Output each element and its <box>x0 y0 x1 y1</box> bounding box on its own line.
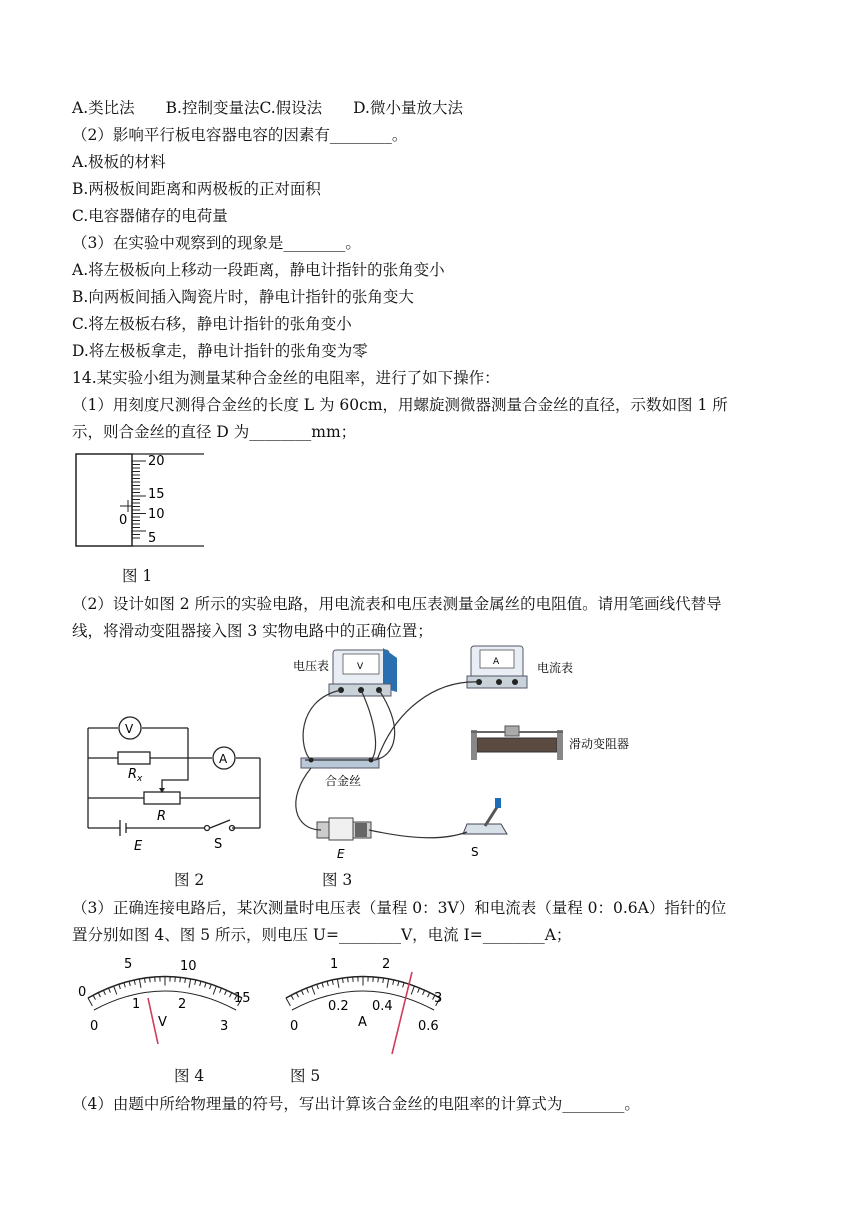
dial-tick <box>383 978 384 983</box>
dial-tick <box>337 979 339 988</box>
dial-tick <box>291 995 293 999</box>
switch-device <box>463 798 507 834</box>
fig5-inner-0-6: 0.6 <box>418 1019 439 1034</box>
question-14-part1-a: （1）用刻度尺测得合金丝的长度 L 为 60cm，用螺旋测微器测量合金丝的直径，示数如图 1 所 <box>72 396 728 414</box>
dial-tick <box>387 979 389 988</box>
dial-tick <box>393 980 394 985</box>
fig5-inner-0: 0 <box>290 1019 299 1034</box>
fig3-voltmeter-label: 电压表 <box>293 659 330 673</box>
question-14-title: 14.某实验小组为测量某种合金丝的电阻率，进行了如下操作： <box>72 369 500 387</box>
dial-tick <box>129 981 130 986</box>
figure-1-micrometer <box>70 450 210 554</box>
fig4-inner-2: 2 <box>178 997 187 1012</box>
dial-tick <box>180 977 181 982</box>
dial-tick <box>342 978 343 983</box>
dial-tick <box>428 993 430 998</box>
fig1-tick-20: 20 <box>148 454 165 469</box>
dial-tick <box>301 990 303 995</box>
question-3-stem: （3）在实验中观察到的现象是________。 <box>72 234 361 252</box>
dial-tick <box>225 990 227 995</box>
dial-tick <box>98 993 100 998</box>
question-14-part3-b: 置分别如图 4、图 5 所示，则电压 U=________V，电流 I=________A； <box>72 926 572 944</box>
question-14-part3-a: （3）正确连接电路后，某次测量时电压表（量程 0：3V）和电流表（量程 0：0.6A）指针的位 <box>72 899 727 917</box>
fig5-outer-3: 3 <box>434 991 443 1006</box>
dial-tick <box>134 980 135 985</box>
fig3-ammeter-label: 电流表 <box>537 661 574 675</box>
rheostat-device <box>471 726 563 760</box>
fig1-zero: 0 <box>119 513 128 528</box>
dial-tick <box>312 986 315 994</box>
question-14-part1-b: 示，则合金丝的直径 D 为________mm； <box>72 423 357 441</box>
dial-tick <box>150 977 151 982</box>
dial-tick <box>332 980 333 985</box>
dial-tick <box>210 984 212 989</box>
fig4-inner-0: 0 <box>90 1019 99 1034</box>
dial-tick <box>286 998 290 1006</box>
question-14-part4: （4）由题中所给物理量的符号，写出计算该合金丝的电阻率的计算式为________。 <box>72 1095 640 1113</box>
fig4-inner-3: 3 <box>220 1019 229 1034</box>
dial-tick <box>296 993 298 998</box>
figure-4-voltmeter-dial <box>70 950 260 1050</box>
fig4-outer-5: 5 <box>124 957 133 972</box>
figure-2-circuit <box>80 710 270 860</box>
dial-tick <box>189 979 191 988</box>
dial-tick <box>205 983 206 988</box>
fig4-outer-15: 15 <box>234 991 251 1006</box>
fig1-tick-10: 10 <box>148 507 165 522</box>
dial-tick <box>230 993 232 998</box>
fig5-outer-2: 2 <box>382 957 391 972</box>
figure-5-ammeter-dial <box>270 950 460 1060</box>
alloy-wire-board <box>301 758 379 769</box>
dial-tick <box>327 981 328 986</box>
fig5-inner-0-2: 0.2 <box>328 999 349 1014</box>
fig1-tick-15: 15 <box>148 487 165 502</box>
dial-tick <box>185 978 186 983</box>
dial-tick <box>213 986 216 994</box>
dial-tick <box>119 984 121 989</box>
figure-4-caption: 图 4 <box>174 1067 205 1085</box>
option-a-material: A.极板的材料 <box>72 153 166 171</box>
fig2-rx-label: $R_x$ <box>128 767 143 784</box>
dial-tick <box>93 995 95 999</box>
voltmeter-device <box>329 648 397 696</box>
option-b-ceramic: B.向两板间插入陶瓷片时，静电计指针的张角变大 <box>72 288 414 306</box>
fig4-unit: V <box>158 1015 167 1030</box>
dial-tick <box>411 986 414 994</box>
voltmeter-face: V <box>357 662 364 672</box>
fig2-s-label: S <box>214 837 223 852</box>
option-c-charge: C.电容器储存的电荷量 <box>72 207 228 225</box>
question-14-part2-b: 线，将滑动变阻器接入图 3 实物电路中的正确位置； <box>72 622 433 640</box>
dial-tick <box>403 983 404 988</box>
dial-tick <box>348 977 349 982</box>
option-a-move-up: A.将左极板向上移动一段距离，静电计指针的张角变小 <box>72 261 445 279</box>
fig4-outer-0: 0 <box>78 985 87 1000</box>
dial-tick <box>307 988 309 993</box>
dial-tick <box>200 981 201 986</box>
dial-tick <box>88 998 92 1006</box>
fig5-inner-0-4: 0.4 <box>372 999 393 1014</box>
battery-device <box>317 818 371 840</box>
fig2-voltmeter-label: V <box>125 722 134 736</box>
fig2-ammeter-label: A <box>219 752 228 766</box>
dial-tick <box>114 986 117 994</box>
fig5-outer-1: 1 <box>330 957 339 972</box>
figure-5-caption: 图 5 <box>290 1067 321 1085</box>
fig3-s-label: S <box>471 845 479 859</box>
fig3-e-label: E <box>337 847 345 861</box>
option-d-remove-plate: D.将左极板拿走，静电计指针的张角变为零 <box>72 342 368 360</box>
fig5-unit: A <box>358 1015 367 1030</box>
dial-tick <box>139 979 141 988</box>
fig4-inner-1: 1 <box>132 997 141 1012</box>
fig3-rheostat-label: 滑动变阻器 <box>569 737 630 751</box>
dial-tick <box>220 988 222 993</box>
figure-3-physical-circuit <box>285 640 630 865</box>
question-2-stem: （2）影响平行板电容器电容的因素有________。 <box>72 126 408 144</box>
dial-tick <box>144 978 145 983</box>
question-14-part2-a: （2）设计如图 2 所示的实验电路，用电流表和电压表测量金属丝的电阻值。请用笔画线代替导 <box>72 595 722 613</box>
fig3-wire-label: 合金丝 <box>325 774 362 788</box>
dial-tick <box>418 988 420 993</box>
figure-3-caption: 图 3 <box>322 871 353 889</box>
option-c-move-right: C.将左极板右移，静电计指针的张角变小 <box>72 315 352 333</box>
fig2-r-label: R <box>157 809 167 824</box>
dial-tick <box>423 990 425 995</box>
dial-tick <box>124 983 125 988</box>
options-line-methods: A.类比法 B.控制变量法C.假设法 D.微小量放大法 <box>72 99 463 117</box>
fig4-outer-10: 10 <box>180 959 197 974</box>
dial-tick <box>317 984 319 989</box>
dial-tick <box>109 988 111 993</box>
fig2-e-label: E <box>134 839 143 854</box>
dial-tick <box>103 990 105 995</box>
dial-tick <box>378 977 379 982</box>
dial-tick <box>195 980 196 985</box>
fig1-tick-5: 5 <box>148 531 157 546</box>
ammeter-face: A <box>493 657 500 667</box>
figure-2-caption: 图 2 <box>174 871 205 889</box>
figure-1-caption: 图 1 <box>122 567 153 585</box>
dial-tick <box>322 983 323 988</box>
dial-tick <box>398 981 399 986</box>
option-b-distance-area: B.两极板间距离和两极板的正对面积 <box>72 180 321 198</box>
